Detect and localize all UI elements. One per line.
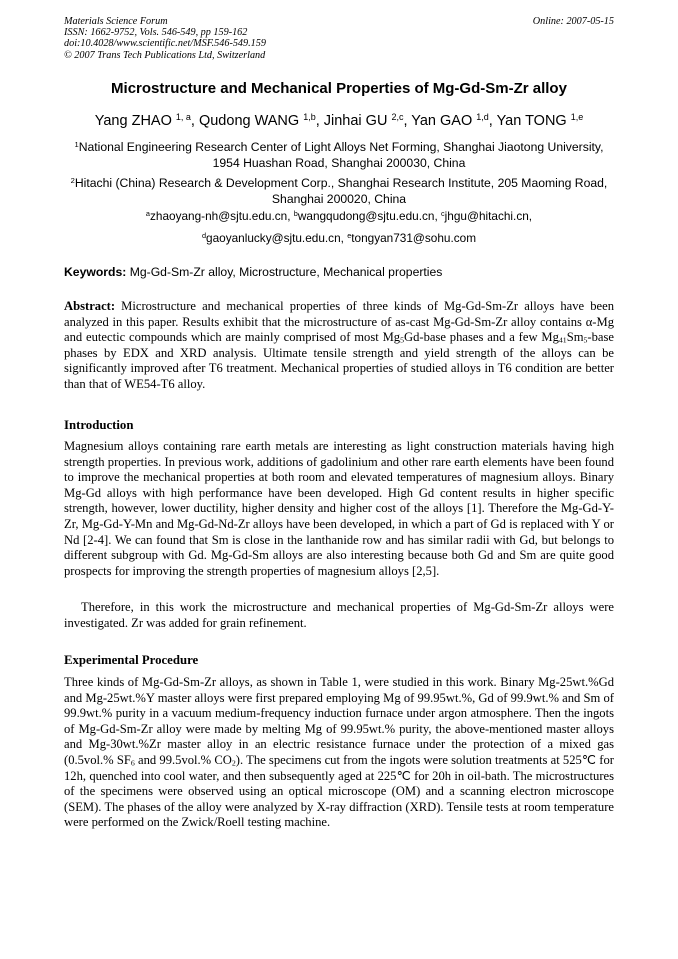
- email-superscript: d: [201, 230, 207, 240]
- experimental-heading: Experimental Procedure: [64, 653, 199, 667]
- journal-header: [64, 16, 614, 61]
- subscript: 41: [558, 335, 567, 345]
- paper-title: Microstructure and Mechanical Properties of Mg-Gd-Sm-Zr alloy: [111, 80, 567, 97]
- subscript: 6: [130, 758, 135, 768]
- author-list: Yang ZHAO $^{1, a}$, Qudong WANG $^{1,b}$, Jinhai GU $^{2,c}$, Yan GAO $^{1,d}$, Yan TONG $^{1,e}$: [94, 112, 584, 129]
- author-name: Jinhai GU: [323, 113, 388, 129]
- introduction-paragraph-1: Magnesium alloys containing rare earth metals are interesting as light construction materials having high strength properties. In previous work, additions of gadolinium and other rare earth elements have been found to improve the mechanical properties at both room and elevated temperatures of magnesium alloys. Binary Mg-Gd alloys with high performance have been developed. High Gd content results in higher specific strength, however, lower ductility, higher density and higher cost of the alloys [1]. Therefore the Mg-Gd-Y-Zr, Mg-Gd-Y-Mn and Mg-Gd-Nd-Zr alloys have been developed, in which a part of Gd is replaced with Y or Nd [2-4]. We can found that Sm is close in the lanthanide row and has similar radii with Gd, but belongs to different subgroup with Gd. Mg-Gd-Sm alloys are also interesting because both Gd and Sm are quite good prospects for improving the strength properties of magnesium alloys [2,5].: [64, 439, 614, 578]
- introduction-heading: Introduction: [64, 418, 134, 432]
- author-name: Yan TONG: [496, 113, 567, 129]
- journal-name: Materials Science Forum: [64, 16, 168, 27]
- keywords-label: Keywords:: [64, 265, 127, 279]
- email-link[interactable]: gaoyanlucky@sjtu.edu.cn,: [206, 231, 344, 245]
- author-name: Qudong WANG: [198, 113, 300, 129]
- doi-line: doi:10.4028/www.scientific.net/MSF.546-549.159: [64, 38, 266, 50]
- affiliation-1: [64, 139, 614, 171]
- subscript: 5: [583, 335, 588, 345]
- keywords-text: Mg-Gd-Sm-Zr alloy, Microstructure, Mechanical properties: [129, 265, 443, 279]
- experimental-text: and 99.5vol.% CO: [134, 752, 232, 767]
- affiliation-superscript: 1: [74, 139, 79, 149]
- introduction-paragraph-2: Therefore, in this work the microstructure and mechanical properties of Mg-Gd-Sm-Zr alloys were investigated. Zr was added for grain refinement.: [64, 600, 614, 630]
- email-link[interactable]: zhaoyang-nh@sjtu.edu.cn,: [149, 209, 291, 223]
- email-line-2: [64, 227, 614, 249]
- copyright-line: © 2007 Trans Tech Publications Ltd, Switzerland: [64, 49, 266, 61]
- email-link[interactable]: jhgu@hitachi.cn,: [444, 209, 533, 223]
- author-superscript: 2,c: [391, 112, 404, 123]
- subscript: 2: [231, 758, 236, 768]
- affiliation-text: Hitachi (China) Research & Development Corp., Shanghai Research Institute, 205 Maoming Road, Shanghai 200020, China: [74, 176, 608, 206]
- author-superscript: 1,e: [570, 112, 584, 123]
- email-superscript: e: [347, 230, 352, 240]
- abstract: [64, 299, 614, 393]
- email-link[interactable]: wangqudong@sjtu.edu.cn,: [297, 209, 438, 223]
- email-link[interactable]: tongyan731@sohu.com: [351, 231, 477, 245]
- abstract-text: Gd-base phases and a few Mg: [403, 330, 559, 345]
- author-superscript: 1,d: [476, 112, 489, 123]
- abstract-label: Abstract:: [64, 299, 116, 313]
- author-superscript: 1,b: [303, 112, 316, 123]
- abstract-text: Sm: [566, 330, 584, 345]
- email-line-1: [64, 205, 614, 227]
- experimental-paragraph: [64, 675, 614, 831]
- author-name: Yang ZHAO: [94, 113, 172, 129]
- affiliation-text: National Engineering Research Center of Light Alloys Net Forming, Shanghai Jiaotong University, 1954 Huashan Road, Shanghai 200030, China: [78, 140, 604, 170]
- affiliation-2: [64, 175, 614, 207]
- keywords: [64, 265, 614, 279]
- experimental-text: Three kinds of Mg-Gd-Sm-Zr alloys, as shown in Table 1, were studied in this work. Binary Mg-25wt.%Gd and Mg-25wt.%Y master alloys were first prepared employing Mg of 99.95wt.%, Gd of 99.9wt.% and Sm of 99.9wt.% purity in a vacuum medium-frequency induction furnace under argon atmosphere. Then the ingots of Mg-Gd-Sm-Zr alloy were made by melting Mg of 99.95wt.% purity, the above-mentioned master alloys and Mg-30wt.%Zr master alloy in an electric resistance furnace under the protection of a mixed gas (0.5vol.% SF: [64, 675, 614, 767]
- abstract-text: -base phases by EDX and XRD analysis. Ultimate tensile strength and yield strength of the alloys can be significantly improved after T6 treatment. Mechanical properties of studied alloys in T6 condition are better than that of WE54-T6 alloy.: [64, 330, 614, 391]
- email-superscript: b: [293, 208, 298, 218]
- author-name: Yan GAO: [411, 113, 473, 129]
- email-superscript: c: [441, 208, 445, 218]
- affiliation-superscript: 2: [70, 175, 75, 185]
- experimental-text: ). The specimens cut from the ingots were solution treatments at 525℃ for 12h, quenched into cool water, and then subsequently aged at 225℃ for 20h in oil-bath. The microstructures of the specimens were observed using an optical microscope (OM) and a scanning electron microscope (SEM). The phases of the alloy were analyzed by X-ray diffraction (XRD). Tensile tests at room temperature were performed on the Zwick/Roell testing machine.: [64, 752, 614, 830]
- online-date: Online: 2007-05-15: [532, 16, 614, 27]
- abstract-text: Microstructure and mechanical properties of three kinds of Mg-Gd-Sm-Zr alloys have been analyzed in this paper. Results exhibit that the microstructure of as-cast Mg-Gd-Sm-Zr alloy contains α-Mg and eutectic compounds which are mainly comprised of most Mg: [64, 299, 614, 345]
- email-superscript: a: [145, 208, 150, 218]
- issn-line: ISSN: 1662-9752, Vols. 546-549, pp 159-162: [64, 27, 248, 39]
- author-superscript: 1, a: [175, 112, 191, 123]
- subscript: 5: [400, 335, 404, 345]
